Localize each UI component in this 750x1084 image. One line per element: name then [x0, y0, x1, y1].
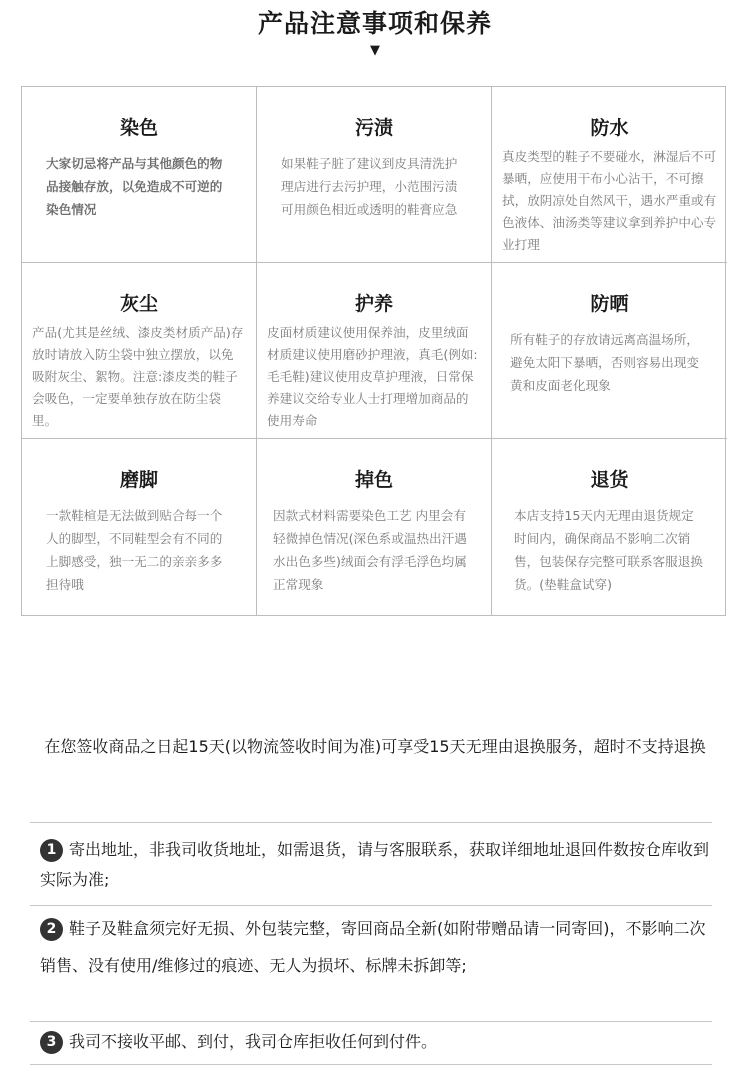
care-cell-title: 防水 — [590, 117, 629, 139]
care-cell-text: 因款式材料需要染色工艺 内里会有轻微掉色情况(深色系或温热出汗遇水出色多些)绒面会有浮毛浮色均属正常现象 — [273, 508, 467, 592]
care-cell-title: 染色 — [119, 117, 158, 139]
care-cell-return — [492, 439, 727, 615]
return-rule-text: 我司不接收平邮、到付，我司仓库拒收任何到付件。 — [69, 1032, 438, 1051]
page-title: 产品注意事项和保养 — [257, 9, 492, 38]
care-cell-text: 产品(尤其是丝绒、漆皮类材质产品)存放时请放入防尘袋中独立摆放，以免吸附灰尘、絮物。注意:漆皮类的鞋子会吸色，一定要单独存放在防尘袋里。 — [32, 325, 244, 428]
care-cell-sunscreen — [492, 263, 727, 439]
return-rule-text: 鞋子及鞋盒须完好无损、外包装完整，寄回商品全新(如附带赠品请一同寄回)，不影响二次销售、没有使用/维修过的痕迹、无人为损坏、标牌未拆卸等; — [40, 919, 706, 975]
care-cell-text: 一款鞋楦是无法做到贴合每一个人的脚型，不同鞋型会有不同的上脚感受，独一无二的亲亲多多担待哦 — [46, 508, 223, 592]
care-cell-text: 皮面材质建议使用保养油，皮里绒面材质建议使用磨砂护理液，真毛(例如:毛毛鞋)建议使用皮草护理液，日常保养建议交给专业人士打理增加商品的使用寿命 — [267, 325, 478, 428]
return-rule-1 — [40, 835, 712, 895]
return-rule-2 — [40, 910, 712, 984]
care-cell-title: 污渍 — [354, 117, 393, 139]
number-badge-icon: 2 — [40, 918, 63, 941]
divider — [30, 822, 712, 823]
care-cell-dust — [22, 263, 257, 439]
care-cell-text: 本店支持15天内无理由退货规定时间内，确保商品不影响二次销售，包装保存完整可联系客服退换货。(垫鞋盒试穿) — [514, 508, 703, 592]
down-arrow-icon: ▼ — [370, 43, 380, 58]
care-cell-text: 真皮类型的鞋子不要碰水，淋湿后不可暴晒，应使用干布小心沾干，不可擦拭，放阴凉处自然风干，遇水严重或有色液体、油汤类等建议拿到养护中心专业打理 — [502, 149, 717, 252]
care-cell-title: 磨脚 — [119, 469, 158, 491]
number-badge-icon: 1 — [40, 839, 63, 862]
care-cell-fading — [257, 439, 492, 615]
divider — [30, 1021, 712, 1022]
return-rule-text: 寄出地址，非我司收货地址，如需退货，请与客服联系，获取详细地址退回件数按仓库收到实际为准; — [40, 840, 710, 889]
care-cell-waterproof — [492, 87, 727, 263]
care-cell-title: 护养 — [354, 293, 393, 315]
care-cell-dye — [22, 87, 257, 263]
care-cell-text: 如果鞋子脏了建议到皮具清洗护理店进行去污护理，小范围污渍可用颜色相近或透明的鞋膏应急 — [281, 156, 458, 217]
care-cell-text: 大家切忌将产品与其他颜色的物品接触存放，以免造成不可逆的染色情况 — [46, 156, 223, 217]
care-cell-title: 防晒 — [590, 293, 629, 315]
care-grid — [21, 86, 726, 616]
care-cell-stain — [257, 87, 492, 263]
care-cell-text: 所有鞋子的存放请远离高温场所，避免太阳下暴晒，否则容易出现变黄和皮面老化现象 — [510, 332, 699, 393]
care-cell-title: 退货 — [590, 469, 629, 491]
care-cell-maintenance — [257, 263, 492, 439]
care-cell-title: 灰尘 — [119, 293, 158, 315]
divider — [30, 1064, 712, 1065]
divider — [30, 905, 712, 906]
return-policy-intro: 在您签收商品之日起15天(以物流签收时间为准)可享受15天无理由退换服务，超时不支持退换 — [44, 737, 706, 756]
number-badge-icon: 3 — [40, 1031, 63, 1054]
return-rule-3 — [40, 1027, 712, 1057]
care-cell-foot-rub — [22, 439, 257, 615]
care-cell-title: 掉色 — [354, 469, 393, 491]
